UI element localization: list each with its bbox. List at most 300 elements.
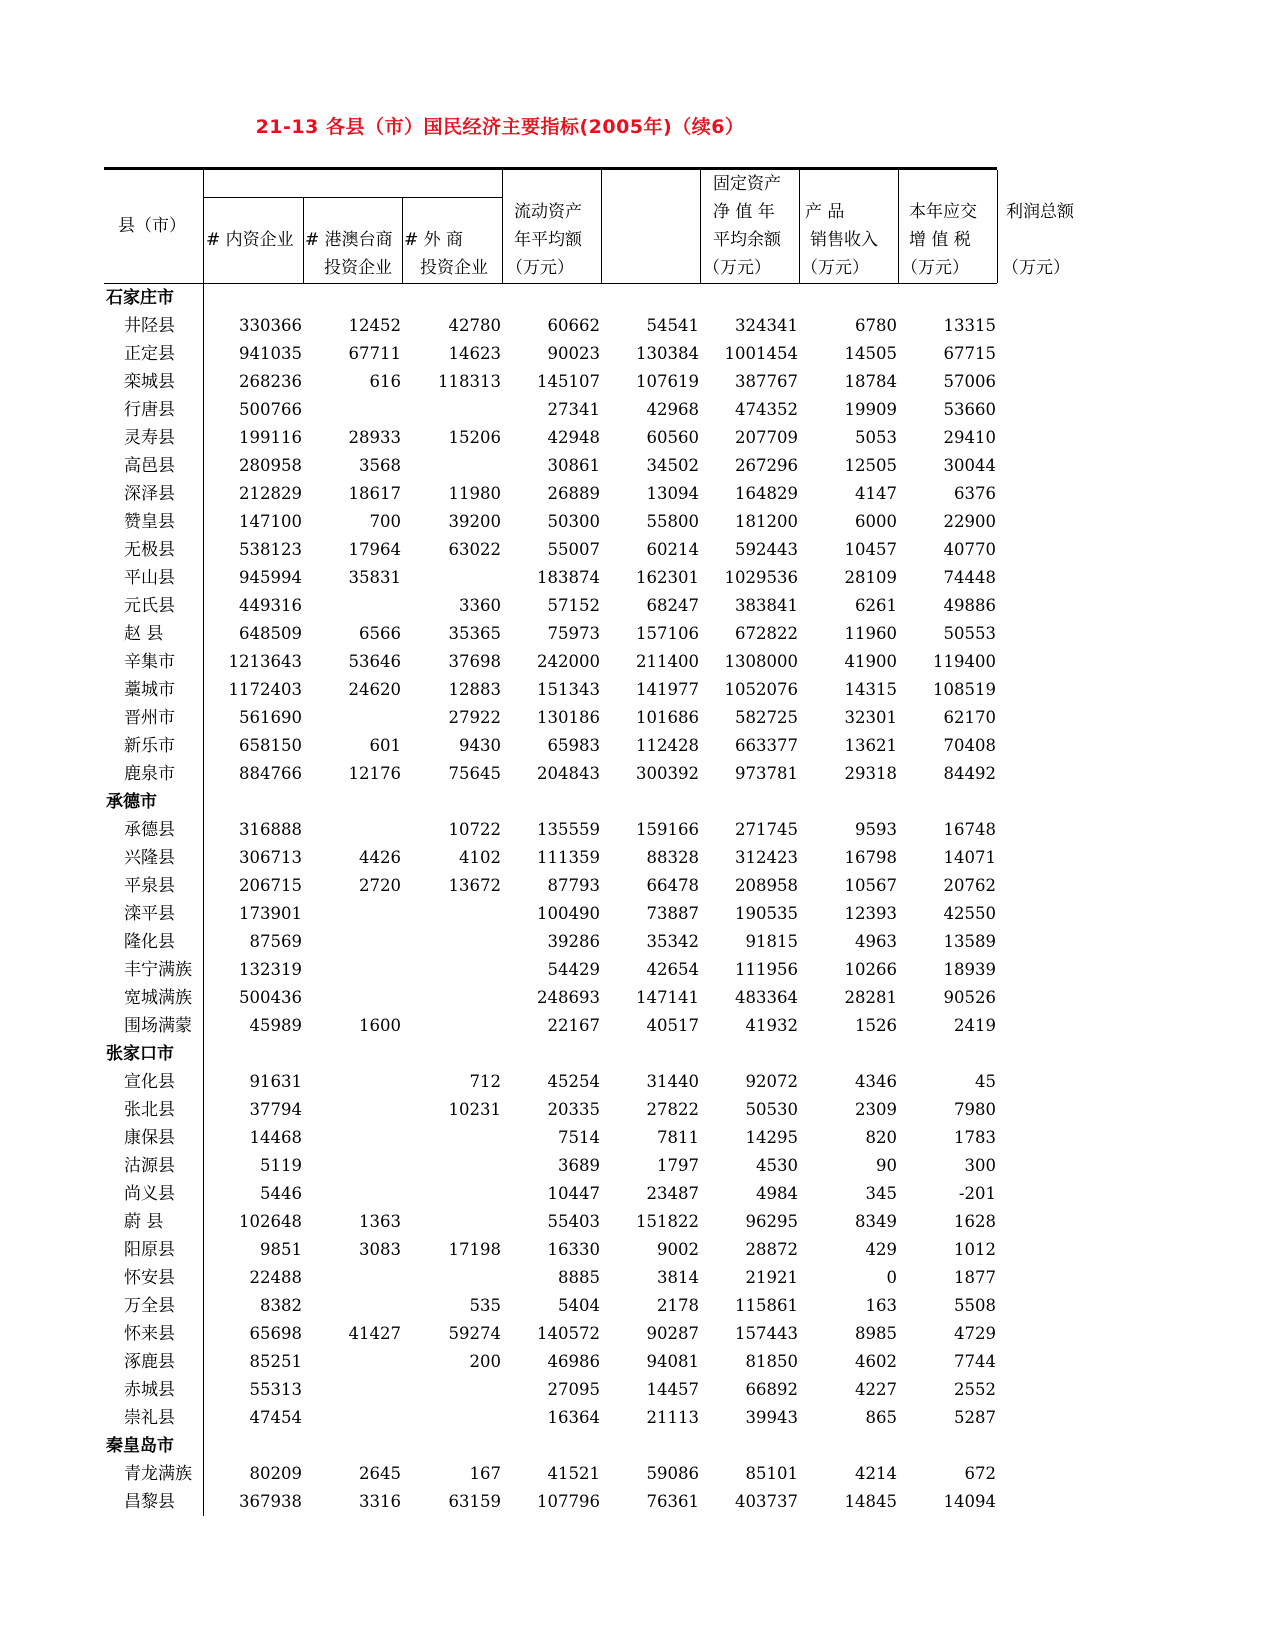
cell-col-6: 66892 (745, 1380, 798, 1399)
cell-col-5: 7811 (657, 1128, 699, 1147)
cell-col-1: 102648 (239, 1212, 302, 1231)
cell-col-2: 1363 (359, 1212, 401, 1231)
table-row (104, 1292, 997, 1320)
cell-col-5: 2178 (657, 1296, 699, 1315)
table-body (104, 284, 997, 1516)
cell-col-6: 21921 (745, 1268, 798, 1287)
cell-col-4: 242000 (537, 652, 600, 671)
county-name: 赵 县 (124, 624, 164, 644)
cell-col-8: 7744 (954, 1352, 996, 1371)
cell-col-8: 5508 (954, 1296, 996, 1315)
cell-col-4: 57152 (547, 596, 600, 615)
cell-col-1: 945994 (239, 568, 302, 587)
cell-col-8: 1628 (954, 1212, 996, 1231)
cell-col-8: 14071 (943, 848, 996, 867)
cell-col-1: 306713 (239, 848, 302, 867)
table-row (104, 676, 997, 704)
cell-col-4: 10447 (547, 1184, 600, 1203)
cell-col-7: 14505 (844, 344, 897, 363)
county-name: 赞皇县 (124, 512, 175, 532)
cell-col-5: 55800 (646, 512, 699, 531)
cell-col-2: 24620 (348, 680, 401, 699)
cell-col-5: 76361 (646, 1492, 699, 1511)
table-row (104, 1068, 997, 1096)
cell-col-5: 107619 (636, 372, 699, 391)
cell-col-2: 616 (369, 372, 401, 391)
cell-col-4: 41521 (547, 1464, 600, 1483)
cell-col-6: 96295 (745, 1212, 798, 1231)
cell-col-4: 54429 (547, 960, 600, 979)
cell-col-1: 91631 (249, 1072, 302, 1091)
cell-col-1: 37794 (249, 1100, 302, 1119)
cell-col-4: 45254 (547, 1072, 600, 1091)
cell-col-5: 35342 (646, 932, 699, 951)
cell-col-8: 7980 (954, 1100, 996, 1119)
cell-col-2: 6566 (359, 624, 401, 643)
county-name: 阳原县 (124, 1240, 175, 1260)
cell-col-7: 16798 (844, 848, 897, 867)
cell-col-1: 330366 (239, 316, 302, 335)
cell-col-1: 173901 (239, 904, 302, 923)
table-row (104, 956, 997, 984)
cell-col-6: 267296 (735, 456, 798, 475)
table-row (104, 1264, 997, 1292)
group-name: 承德市 (106, 792, 157, 812)
cell-col-7: 4227 (855, 1380, 897, 1399)
cell-col-8: 13315 (943, 316, 996, 335)
county-name: 无极县 (124, 540, 175, 560)
cell-col-8: 13589 (943, 932, 996, 951)
header-hkmt-line1: # 港澳台商 (305, 230, 393, 250)
table-row (104, 312, 997, 340)
cell-col-4: 107796 (537, 1492, 600, 1511)
cell-col-1: 45989 (249, 1016, 302, 1035)
cell-col-7: 5053 (855, 428, 897, 447)
table-row (104, 1236, 997, 1264)
cell-col-1: 658150 (239, 736, 302, 755)
cell-col-3: 15206 (448, 428, 501, 447)
cell-col-1: 22488 (249, 1268, 302, 1287)
cell-col-1: 538123 (239, 540, 302, 559)
cell-col-1: 87569 (249, 932, 302, 951)
cell-col-1: 5119 (260, 1156, 302, 1175)
county-name: 藁城市 (124, 680, 175, 700)
table-row (104, 424, 997, 452)
cell-col-5: 34502 (646, 456, 699, 475)
cell-col-7: 1526 (855, 1016, 897, 1035)
group-name: 张家口市 (106, 1044, 174, 1064)
cell-col-4: 204843 (537, 764, 600, 783)
table-row (104, 1488, 997, 1516)
cell-col-1: 80209 (249, 1464, 302, 1483)
cell-col-8: 90526 (943, 988, 996, 1007)
cell-col-4: 135559 (537, 820, 600, 839)
cell-col-4: 27341 (547, 400, 600, 419)
cell-col-4: 90023 (547, 344, 600, 363)
cell-col-1: 132319 (239, 960, 302, 979)
cell-col-5: 66478 (646, 876, 699, 895)
cell-col-4: 60662 (547, 316, 600, 335)
cell-col-8: 70408 (943, 736, 996, 755)
cell-col-6: 474352 (735, 400, 798, 419)
table-row (104, 1208, 997, 1236)
cell-col-7: 4602 (855, 1352, 897, 1371)
cell-col-3: 27922 (448, 708, 501, 727)
cell-col-4: 42948 (547, 428, 600, 447)
cell-col-3: 13672 (448, 876, 501, 895)
table-row (104, 1460, 997, 1488)
county-name: 赤城县 (124, 1380, 175, 1400)
cell-col-6: 14295 (745, 1128, 798, 1147)
county-name: 青龙满族 (124, 1464, 192, 1484)
table-row (104, 564, 997, 592)
cell-col-1: 5446 (260, 1184, 302, 1203)
county-name: 康保县 (124, 1128, 175, 1148)
cell-col-3: 59274 (448, 1324, 501, 1343)
county-name: 沽源县 (124, 1156, 175, 1176)
cell-col-3: 11980 (448, 484, 501, 503)
cell-col-8: 1877 (954, 1268, 996, 1287)
county-name: 怀安县 (124, 1268, 175, 1288)
cell-col-7: 4346 (855, 1072, 897, 1091)
cell-col-8: 29410 (943, 428, 996, 447)
cell-col-7: 4963 (855, 932, 897, 951)
cell-col-6: 208958 (735, 876, 798, 895)
cell-col-6: 41932 (745, 1016, 798, 1035)
cell-col-5: 300392 (636, 764, 699, 783)
cell-col-1: 941035 (239, 344, 302, 363)
cell-col-1: 206715 (239, 876, 302, 895)
county-name: 新乐市 (124, 736, 175, 756)
cell-col-1: 85251 (249, 1352, 302, 1371)
county-name: 栾城县 (124, 372, 175, 392)
cell-col-4: 55007 (547, 540, 600, 559)
cell-col-3: 63159 (448, 1492, 501, 1511)
cell-col-4: 145107 (537, 372, 600, 391)
cell-col-7: 6000 (855, 512, 897, 531)
cell-col-1: 561690 (239, 708, 302, 727)
cell-col-6: 483364 (735, 988, 798, 1007)
cell-col-7: 29318 (844, 764, 897, 783)
cell-col-4: 46986 (547, 1352, 600, 1371)
cell-col-7: 14845 (844, 1492, 897, 1511)
header-sales-line1: 产 品 (805, 202, 845, 222)
cell-col-5: 3814 (657, 1268, 699, 1287)
table-row (104, 1376, 997, 1404)
group-row (104, 1040, 997, 1068)
cell-col-7: 10457 (844, 540, 897, 559)
cell-col-5: 88328 (646, 848, 699, 867)
cell-col-8: 22900 (943, 512, 996, 531)
cell-col-2: 41427 (348, 1324, 401, 1343)
cell-col-6: 592443 (735, 540, 798, 559)
cell-col-4: 183874 (537, 568, 600, 587)
cell-col-6: 1001454 (724, 344, 798, 363)
cell-col-6: 672822 (735, 624, 798, 643)
cell-col-3: 712 (469, 1072, 501, 1091)
cell-col-8: 45 (975, 1072, 996, 1091)
cell-col-3: 10722 (448, 820, 501, 839)
cell-col-4: 16364 (547, 1408, 600, 1427)
table-row (104, 508, 997, 536)
cell-col-2: 3568 (359, 456, 401, 475)
cell-col-5: 60560 (646, 428, 699, 447)
cell-col-7: 4147 (855, 484, 897, 503)
cell-col-1: 65698 (249, 1324, 302, 1343)
county-name: 丰宁满族 (124, 960, 192, 980)
table-row (104, 536, 997, 564)
cell-col-8: 119400 (933, 652, 996, 671)
county-name: 张北县 (124, 1100, 175, 1120)
county-name: 晋州市 (124, 708, 175, 728)
cell-col-5: 21113 (646, 1408, 699, 1427)
table-row (104, 732, 997, 760)
county-name: 宽城满族 (124, 988, 192, 1008)
cell-col-3: 3360 (459, 596, 501, 615)
table-row (104, 872, 997, 900)
cell-col-2: 601 (369, 736, 401, 755)
cell-col-4: 5404 (558, 1296, 600, 1315)
cell-col-8: 42550 (943, 904, 996, 923)
cell-col-2: 12176 (348, 764, 401, 783)
county-name: 灵寿县 (124, 428, 175, 448)
cell-col-3: 75645 (448, 764, 501, 783)
header-profit-unit: （万元） (1002, 258, 1070, 278)
cell-col-2: 2645 (359, 1464, 401, 1483)
cell-col-7: 820 (865, 1128, 897, 1147)
cell-col-6: 1052076 (724, 680, 798, 699)
county-name: 深泽县 (124, 484, 175, 504)
cell-col-5: 42968 (646, 400, 699, 419)
cell-col-3: 9430 (459, 736, 501, 755)
header-fixed-assets-line1: 固定资产 (713, 174, 781, 194)
cell-col-8: 108519 (933, 680, 996, 699)
cell-col-2: 700 (369, 512, 401, 531)
table-row (104, 816, 997, 844)
table-row (104, 1012, 997, 1040)
cell-col-6: 164829 (735, 484, 798, 503)
cell-col-8: 2419 (954, 1016, 996, 1035)
cell-col-1: 9851 (260, 1240, 302, 1259)
cell-col-6: 207709 (735, 428, 798, 447)
cell-col-7: 13621 (844, 736, 897, 755)
header-fixed-assets-line2: 净 值 年 (713, 202, 775, 222)
header-foreign-line1: # 外 商 (404, 230, 464, 250)
header-sales-unit: （万元） (801, 258, 869, 278)
cell-col-8: 53660 (943, 400, 996, 419)
cell-col-7: 19909 (844, 400, 897, 419)
cell-col-6: 383841 (735, 596, 798, 615)
cell-col-1: 8382 (260, 1296, 302, 1315)
cell-col-4: 27095 (547, 1380, 600, 1399)
cell-col-1: 55313 (249, 1380, 302, 1399)
table-row (104, 1404, 997, 1432)
cell-col-3: 63022 (448, 540, 501, 559)
table-row (104, 984, 997, 1012)
cell-col-2: 2720 (359, 876, 401, 895)
cell-col-5: 211400 (636, 652, 699, 671)
cell-col-7: 10567 (844, 876, 897, 895)
county-name: 井陉县 (124, 316, 175, 336)
cell-col-4: 65983 (547, 736, 600, 755)
cell-col-7: 41900 (844, 652, 897, 671)
cell-col-3: 167 (469, 1464, 501, 1483)
cell-col-5: 9002 (657, 1240, 699, 1259)
cell-col-7: 0 (886, 1268, 897, 1287)
cell-col-3: 42780 (448, 316, 501, 335)
cell-col-6: 190535 (735, 904, 798, 923)
cell-col-3: 118313 (438, 372, 501, 391)
cell-col-7: 6261 (855, 596, 897, 615)
cell-col-7: 28109 (844, 568, 897, 587)
cell-col-4: 87793 (547, 876, 600, 895)
cell-col-1: 500436 (239, 988, 302, 1007)
cell-col-7: 14315 (844, 680, 897, 699)
cell-col-7: 9593 (855, 820, 897, 839)
cell-col-8: 1783 (954, 1128, 996, 1147)
county-name: 昌黎县 (124, 1492, 175, 1512)
cell-col-2: 1600 (359, 1016, 401, 1035)
table-row (104, 1320, 997, 1348)
cell-col-3: 4102 (459, 848, 501, 867)
cell-col-8: 2552 (954, 1380, 996, 1399)
cell-col-7: 345 (865, 1184, 897, 1203)
header-profit-line1: 利润总额 (1006, 202, 1074, 222)
cell-col-8: 20762 (943, 876, 996, 895)
table-row (104, 844, 997, 872)
cell-col-6: 92072 (745, 1072, 798, 1091)
cell-col-7: 6780 (855, 316, 897, 335)
cell-col-5: 13094 (646, 484, 699, 503)
table-row (104, 704, 997, 732)
cell-col-1: 199116 (239, 428, 302, 447)
cell-col-4: 100490 (537, 904, 600, 923)
cell-col-6: 81850 (745, 1352, 798, 1371)
cell-col-7: 429 (865, 1240, 897, 1259)
table-row (104, 1124, 997, 1152)
cell-col-2: 17964 (348, 540, 401, 559)
cell-col-1: 648509 (239, 624, 302, 643)
cell-col-5: 112428 (636, 736, 699, 755)
header-foreign-line2: 投资企业 (420, 258, 488, 278)
cell-col-1: 268236 (239, 372, 302, 391)
cell-col-6: 4984 (756, 1184, 798, 1203)
cell-col-6: 181200 (735, 512, 798, 531)
cell-col-8: 672 (964, 1464, 996, 1483)
cell-col-8: 74448 (943, 568, 996, 587)
cell-col-3: 535 (469, 1296, 501, 1315)
cell-col-1: 367938 (239, 1492, 302, 1511)
county-name: 尚义县 (124, 1184, 175, 1204)
cell-col-4: 26889 (547, 484, 600, 503)
cell-col-6: 28872 (745, 1240, 798, 1259)
header-vat-line1: 本年应交 (909, 202, 977, 222)
cell-col-4: 7514 (558, 1128, 600, 1147)
cell-col-8: 18939 (943, 960, 996, 979)
group-row (104, 788, 997, 816)
cell-col-7: 28281 (844, 988, 897, 1007)
table-row (104, 900, 997, 928)
table-row (104, 452, 997, 480)
header-current-assets-line1: 流动资产 (514, 202, 582, 222)
cell-col-5: 23487 (646, 1184, 699, 1203)
cell-col-3: 39200 (448, 512, 501, 531)
cell-col-8: 49886 (943, 596, 996, 615)
cell-col-8: -201 (958, 1184, 996, 1203)
county-name: 平山县 (124, 568, 175, 588)
cell-col-5: 40517 (646, 1016, 699, 1035)
cell-col-6: 271745 (735, 820, 798, 839)
cell-col-6: 324341 (735, 316, 798, 335)
county-name: 崇礼县 (124, 1408, 175, 1428)
cell-col-8: 84492 (943, 764, 996, 783)
group-row (104, 284, 997, 312)
cell-col-7: 8349 (855, 1212, 897, 1231)
cell-col-6: 111956 (735, 960, 798, 979)
cell-col-2: 12452 (348, 316, 401, 335)
cell-col-3: 10231 (448, 1100, 501, 1119)
cell-col-3: 17198 (448, 1240, 501, 1259)
cell-col-1: 1172403 (228, 680, 302, 699)
cell-col-6: 115861 (735, 1296, 798, 1315)
group-name: 秦皇岛市 (106, 1436, 174, 1456)
county-name: 围场满蒙 (124, 1016, 192, 1036)
cell-col-3: 14623 (448, 344, 501, 363)
cell-col-5: 59086 (646, 1464, 699, 1483)
cell-col-7: 865 (865, 1408, 897, 1427)
county-name: 怀来县 (124, 1324, 175, 1344)
cell-col-1: 1213643 (228, 652, 302, 671)
cell-col-5: 147141 (636, 988, 699, 1007)
county-name: 高邑县 (124, 456, 175, 476)
cell-col-6: 387767 (735, 372, 798, 391)
cell-col-1: 884766 (239, 764, 302, 783)
cell-col-5: 60214 (646, 540, 699, 559)
cell-col-7: 12505 (844, 456, 897, 475)
cell-col-7: 4214 (855, 1464, 897, 1483)
cell-col-6: 4530 (756, 1156, 798, 1175)
cell-col-4: 22167 (547, 1016, 600, 1035)
county-name: 辛集市 (124, 652, 175, 672)
cell-col-6: 91815 (745, 932, 798, 951)
table-row (104, 368, 997, 396)
cell-col-6: 157443 (735, 1324, 798, 1343)
cell-col-2: 35831 (348, 568, 401, 587)
page-title: 21-13 各县（市）国民经济主要指标(2005年)（续6） (255, 116, 745, 138)
cell-col-8: 1012 (954, 1240, 996, 1259)
cell-col-5: 73887 (646, 904, 699, 923)
header-domestic: # 内资企业 (206, 230, 294, 250)
cell-col-4: 130186 (537, 708, 600, 727)
cell-col-4: 30861 (547, 456, 600, 475)
table-header (104, 170, 1074, 284)
cell-col-5: 90287 (646, 1324, 699, 1343)
county-name: 行唐县 (124, 400, 175, 420)
header-current-assets-line2: 年平均额 (514, 230, 582, 250)
county-name: 平泉县 (124, 876, 175, 896)
cell-col-7: 32301 (844, 708, 897, 727)
table-row (104, 1152, 997, 1180)
cell-col-6: 39943 (745, 1408, 798, 1427)
cell-col-2: 28933 (348, 428, 401, 447)
cell-col-8: 6376 (954, 484, 996, 503)
county-name: 兴隆县 (124, 848, 175, 868)
cell-col-4: 140572 (537, 1324, 600, 1343)
cell-col-6: 312423 (735, 848, 798, 867)
cell-col-2: 18617 (348, 484, 401, 503)
cell-col-5: 27822 (646, 1100, 699, 1119)
cell-col-5: 157106 (636, 624, 699, 643)
